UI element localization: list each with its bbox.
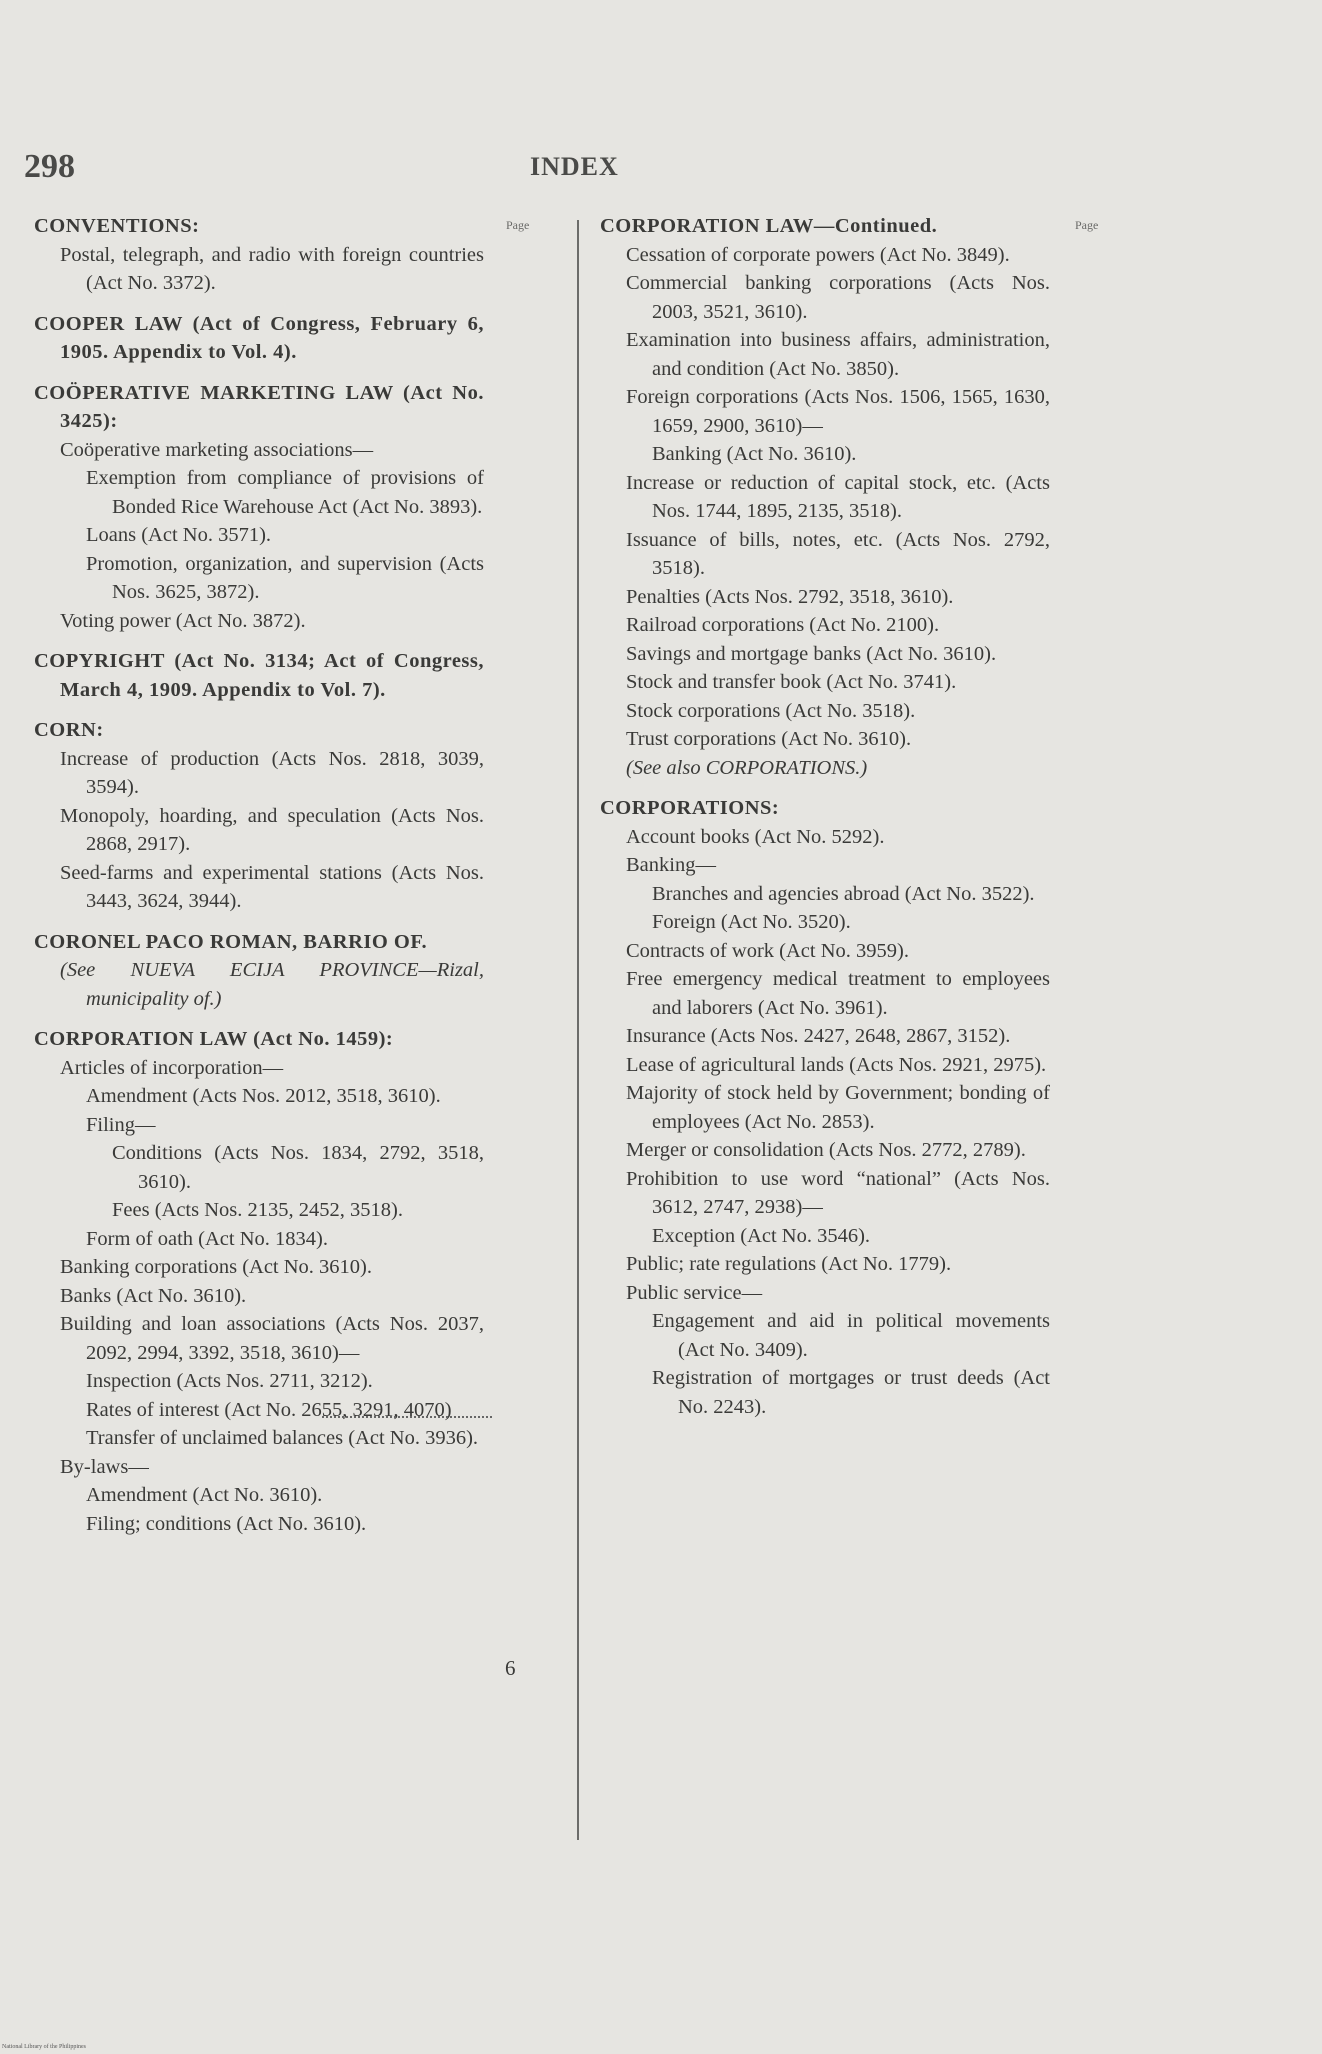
index-subentry: Examination into business affairs, administration, and condition (Act No. 3850). (626, 329, 1050, 380)
index-subentry: Stock corporations (Act No. 3518). (626, 699, 916, 722)
index-subentry: Merger or consolidation (Acts Nos. 2772, 2789). (626, 1139, 1026, 1161)
index-subentry: Public; rate regulations (Act No. 1779). (626, 1253, 952, 1275)
index-heading: CONVENTIONS: (34, 215, 200, 237)
index-heading: CORN: (34, 719, 104, 741)
index-subentry: Exception (Act No. 3546). (652, 1224, 871, 1247)
index-subentry: Banking— (626, 854, 716, 876)
index-entry (34, 310, 484, 367)
index-subentry: Amendment (Act No. 3610). (86, 1484, 323, 1506)
index-entry (34, 928, 484, 1014)
index-subentry: Railroad corporations (Act No. 2100). (626, 614, 940, 636)
index-subentry: Postal, telegraph, and radio with foreign countries (Act No. 3372). (60, 243, 484, 294)
index-subentry: Monopoly, hoarding, and speculation (Acts Nos. 2868, 2917). (60, 804, 484, 855)
index-heading: COOPER LAW (Act of Congress, February 6, 1905. Appendix to Vol. 4). (34, 312, 484, 363)
index-subentry: Transfer of unclaimed balances (Act No. 3936). (86, 1427, 479, 1449)
index-heading: CORPORATIONS: (600, 797, 780, 819)
dot-leader (322, 1416, 492, 1418)
index-subentry: By-laws— (60, 1455, 149, 1478)
index-entry (600, 212, 1050, 782)
index-subentry: Penalties (Acts Nos. 2792, 3518, 3610). (626, 585, 954, 608)
index-column-right (600, 212, 1050, 1433)
page-column-label-left: Page (506, 218, 530, 232)
index-entry (34, 212, 484, 298)
index-subentry: Loans (Act No. 3571). (86, 524, 272, 546)
index-entry (34, 716, 484, 916)
index-subentry: Filing— (86, 1113, 156, 1136)
index-entry (600, 794, 1050, 1421)
index-subentry: Savings and mortgage banks (Act No. 3610). (626, 642, 997, 665)
index-heading: COÖPERATIVE MARKETING LAW (Act No. 3425): (34, 381, 484, 432)
cross-reference: (See also CORPORATIONS.) (626, 756, 868, 779)
column-divider (577, 220, 579, 1840)
index-subentry: Banking corporations (Act No. 3610). (60, 1256, 372, 1278)
index-subentry: Increase or reduction of capital stock, etc. (Acts Nos. 1744, 1895, 2135, 3518). (626, 471, 1050, 522)
index-subentry: Increase of production (Acts Nos. 2818, 3039, 3594). (60, 747, 484, 798)
index-subentry: Cessation of corporate powers (Act No. 3849). (626, 243, 1010, 266)
index-heading: CORPORATION LAW—Continued. (600, 215, 938, 237)
index-entry (34, 647, 484, 704)
index-subentry: Account books (Act No. 5292). (626, 825, 885, 848)
index-entry (34, 379, 484, 636)
index-subentry: Commercial banking corporations (Acts Nos. 2003, 3521, 3610). (626, 272, 1050, 323)
index-heading: CORPORATION LAW (Act No. 1459): (34, 1028, 394, 1050)
index-subentry: Issuance of bills, notes, etc. (Acts Nos. 2792, 3518). (626, 528, 1050, 579)
index-subentry: Coöperative marketing associations— (60, 438, 374, 461)
footer-note: National Library of the Philippines (2, 2044, 86, 2050)
index-subentry: Public service— (626, 1281, 763, 1304)
index-subentry: Promotion, organization, and supervision (Acts Nos. 3625, 3872). (86, 552, 484, 603)
index-subentry: Lease of agricultural lands (Acts Nos. 2921, 2975). (626, 1053, 1047, 1076)
index-subentry: Rates of interest (Act No. 2655, 3291, 4070) (34, 1396, 484, 1425)
index-subentry: Contracts of work (Act No. 3959). (626, 939, 909, 962)
index-subentry: Amendment (Acts Nos. 2012, 3518, 3610). (86, 1085, 441, 1107)
index-subentry: Foreign corporations (Acts Nos. 1506, 1565, 1630, 1659, 2900, 3610)— (626, 386, 1050, 437)
index-subentry: Free emergency medical treatment to employees and laborers (Act No. 3961). (626, 968, 1050, 1019)
cross-reference: (See NUEVA ECIJA PROVINCE—Rizal, municipality of.) (60, 959, 484, 1010)
index-column-left (34, 212, 484, 1550)
index-subentry: Trust corporations (Act No. 3610). (626, 728, 912, 750)
index-subentry: Seed-farms and experimental stations (Acts Nos. 3443, 3624, 3944). (60, 861, 484, 912)
index-heading: CORONEL PACO ROMAN, BARRIO OF. (34, 930, 428, 953)
index-heading: COPYRIGHT (Act No. 3134; Act of Congress, March 4, 1909. Appendix to Vol. 7). (34, 650, 484, 701)
index-subentry: Inspection (Acts Nos. 2711, 3212). (86, 1370, 373, 1392)
index-subentry: Conditions (Acts Nos. 1834, 2792, 3518, 3610). (112, 1142, 484, 1193)
index-subentry: Stock and transfer book (Act No. 3741). (626, 671, 957, 693)
index-subentry: Majority of stock held by Government; bonding of employees (Act No. 2853). (626, 1082, 1050, 1133)
index-subentry: Form of oath (Act No. 1834). (86, 1227, 328, 1250)
page-number: 298 (24, 148, 75, 185)
index-subentry: Foreign (Act No. 3520). (652, 911, 851, 933)
index-subentry: Banking (Act No. 3610). (652, 443, 857, 465)
index-subentry: Registration of mortgages or trust deeds (Act No. 2243). (652, 1367, 1050, 1418)
running-head: INDEX (530, 152, 619, 181)
index-subentry: Insurance (Acts Nos. 2427, 2648, 2867, 3152). (626, 1025, 1011, 1047)
index-subentry: Branches and agencies abroad (Act No. 3522). (652, 882, 1035, 905)
index-subentry: Voting power (Act No. 3872). (60, 609, 306, 632)
index-entry (34, 1025, 484, 1538)
index-subentry: Engagement and aid in political movements (Act No. 3409). (652, 1310, 1050, 1361)
index-subentry: Banks (Act No. 3610). (60, 1284, 247, 1307)
index-subentry: Prohibition to use word “national” (Acts Nos. 3612, 2747, 2938)— (626, 1167, 1050, 1218)
page-reference: 6 (505, 1656, 516, 1680)
index-subentry: Building and loan associations (Acts Nos. 2037, 2092, 2994, 3392, 3518, 3610)— (60, 1313, 484, 1364)
index-subentry: Articles of incorporation— (60, 1056, 284, 1079)
page-column-label-right: Page (1075, 218, 1099, 232)
index-subentry: Fees (Acts Nos. 2135, 2452, 3518). (112, 1199, 403, 1221)
index-subentry: Exemption from compliance of provisions of Bonded Rice Warehouse Act (Act No. 3893). (86, 467, 484, 518)
index-subentry: Filing; conditions (Act No. 3610). (86, 1512, 367, 1535)
